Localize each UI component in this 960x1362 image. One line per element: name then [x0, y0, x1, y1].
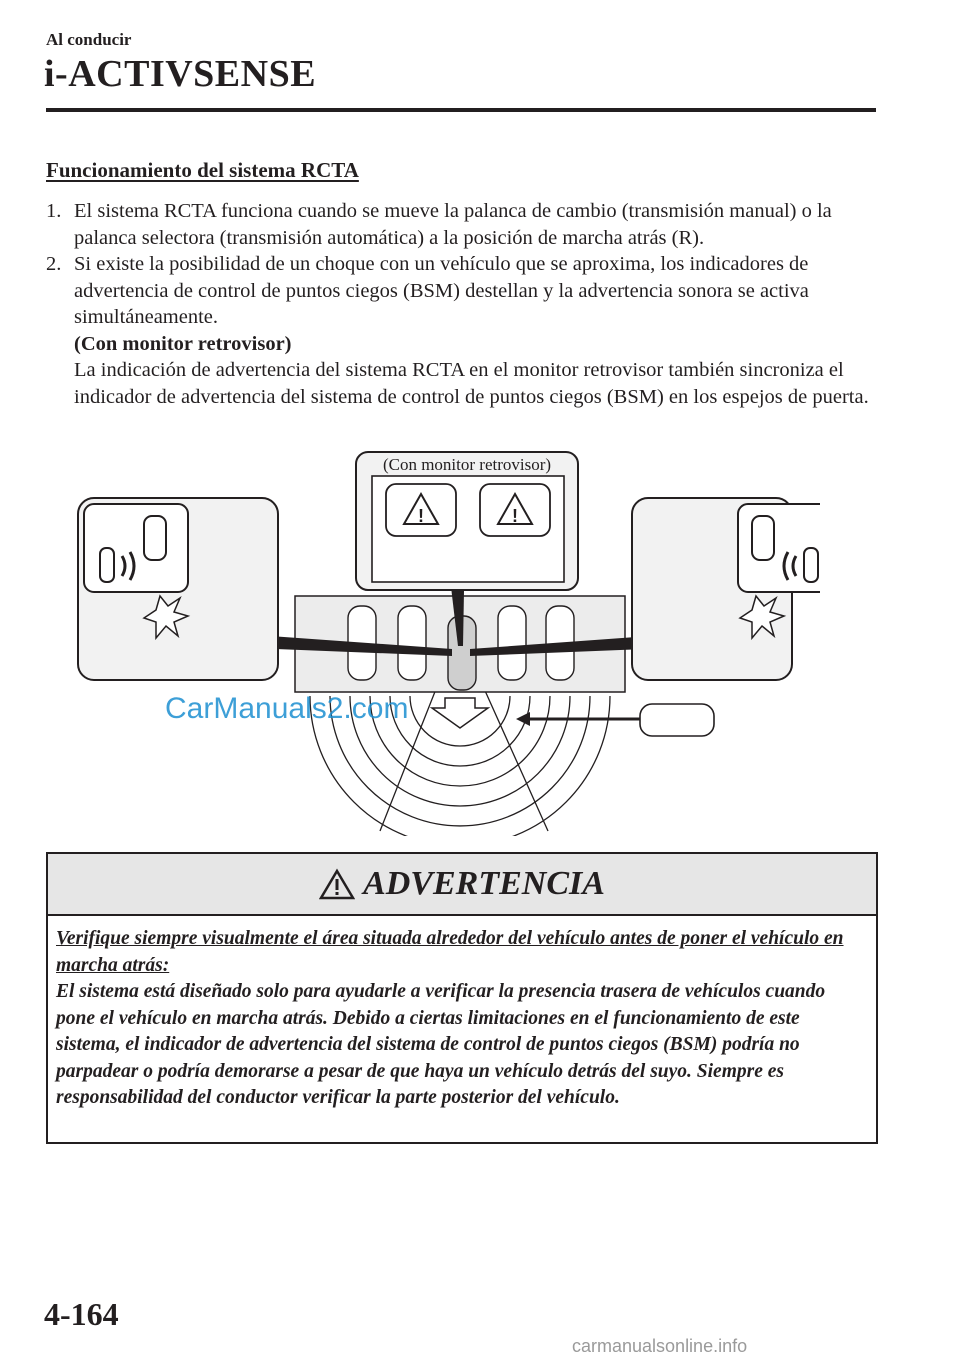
footer-watermark: carmanualsonline.info [572, 1336, 748, 1356]
right-mirror-inset [632, 498, 820, 680]
list-item [46, 251, 876, 410]
svg-text:!: ! [512, 506, 518, 526]
warning-triangle-icon [319, 868, 355, 900]
page-number: 4-164 [44, 1296, 119, 1332]
warning-body [56, 926, 868, 1112]
item-number: 2. [46, 253, 62, 275]
warning-title: ADVERTENCIA [363, 865, 605, 902]
chapter-label: Al conducir [46, 30, 132, 49]
monitor-label: (Con monitor retrovisor) [382, 455, 552, 474]
svg-text:!: ! [418, 506, 424, 526]
steps-list [46, 198, 876, 410]
rcta-diagram [60, 446, 820, 836]
warning-box [46, 852, 878, 1144]
item-subheading: (Con monitor retrovisor) [74, 332, 292, 355]
left-mirror-inset [78, 498, 278, 680]
item-subtext: La indicación de advertencia del sistema RCTA en el monitor retrovisor también sincroniza el indicador de advertencia del sistema de control de puntos ciegos (BSM) en los espejos de puerta. [74, 359, 869, 408]
warning-text: El sistema está diseñado solo para ayudarle a verificar la presencia trasera de vehículos cuando pone el vehículo en marcha atrás. Debido a ciertas limitaciones en el funcionamiento de este sistema, el indicador de advertencia del sistema de control de puntos ciegos (BSM) podría no parpadear o podría demorarse a pesar de que haya un vehículo detrás del suyo. Siempre es responsabilidad del conductor verificar la parte posterior del vehículo. [56, 981, 826, 1108]
item-text: El sistema RCTA funciona cuando se mueve la palanca de cambio (transmisión manual) o la palanca selectora (transmisión automática) a la posición de marcha atrás (R). [74, 200, 832, 249]
warning-lead: Verifique siempre visualmente el área situada alrededor del vehículo antes de poner el vehículo en marcha atrás: [56, 928, 844, 976]
list-item [46, 198, 876, 251]
approaching-car [516, 704, 714, 736]
warning-header [48, 854, 876, 916]
section-heading: Funcionamiento del sistema RCTA [46, 158, 359, 182]
item-text: Si existe la posibilidad de un choque con un vehículo que se aproxima, los indicadores de advertencia de control de puntos ciegos (BSM) destellan y la advertencia sonora se activa simultáneamente. [74, 253, 809, 328]
header-divider [46, 108, 876, 112]
page-title: i-ACTIVSENSE [44, 53, 317, 95]
reverse-arrow-icon [432, 698, 488, 728]
watermark: CarManuals2.com [165, 692, 409, 725]
item-number: 1. [46, 200, 62, 222]
